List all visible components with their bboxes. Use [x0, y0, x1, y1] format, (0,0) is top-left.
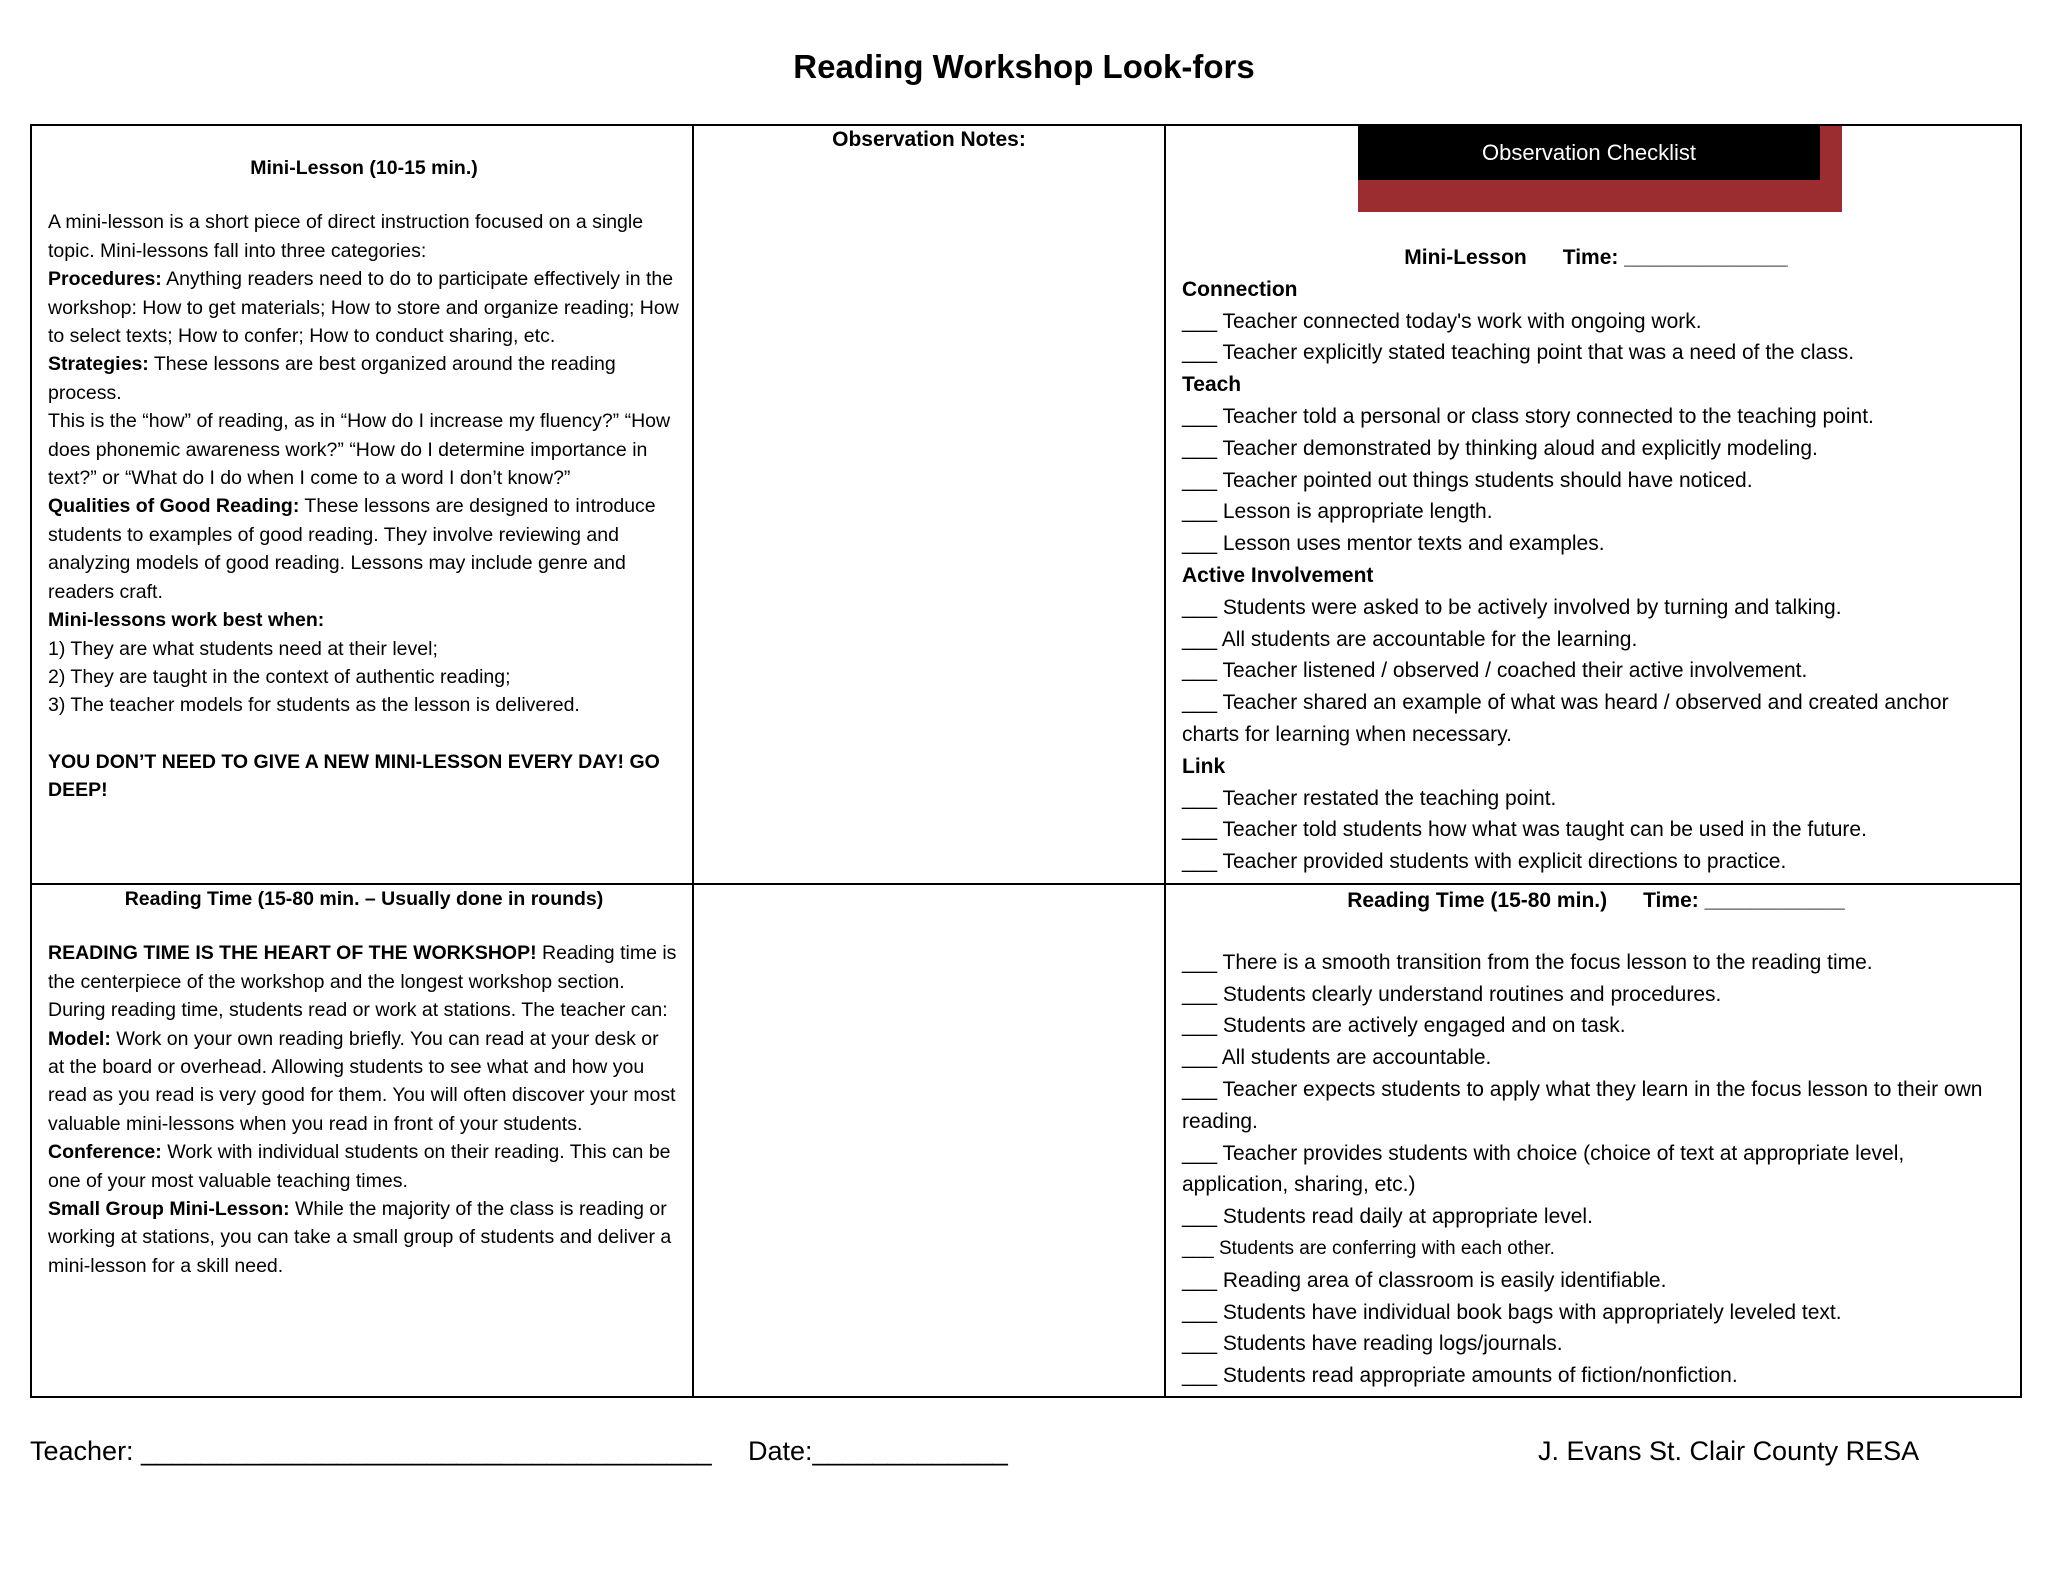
work-best-item: 3) The teacher models for students as the lesson is delivered.	[48, 694, 580, 717]
mini-lesson-time-line	[1182, 242, 2010, 274]
strategies-paragraph	[48, 350, 680, 407]
strategies-text: These lessons are best organized around the reading process.	[48, 353, 616, 404]
conference-label: Conference:	[48, 1141, 162, 1164]
conference-paragraph	[48, 1138, 680, 1195]
section-link: Link	[1182, 754, 1226, 778]
reading-time-notes-cell	[694, 885, 1164, 1396]
model-paragraph	[48, 1025, 680, 1139]
strategies-label: Strategies:	[48, 353, 149, 376]
checklist-item: ___ Teacher listened / observed / coached their active involvement.	[1182, 659, 1808, 683]
strategies-paragraph-2: This is the “how” of reading, as in “How do I increase my fluency?” “How does phonemic awareness work?” “How do I determine importance in text?” or “What do I do when I come to a word I don’t know?”	[48, 410, 671, 490]
procedures-label: Procedures:	[48, 268, 162, 291]
checklist-item: ___ Students clearly understand routines and procedures.	[1182, 982, 1722, 1006]
work-best-label	[48, 606, 680, 634]
section-active-involvement: Active Involvement	[1182, 563, 1374, 587]
checklist-item: ___ Lesson is appropriate length.	[1182, 500, 1493, 524]
model-label: Model:	[48, 1027, 111, 1050]
reading-time-label: Reading Time (15-80 min.)	[1347, 889, 1608, 912]
mini-lesson-info-cell	[32, 126, 692, 883]
observation-notes-title: Observation Notes:	[832, 128, 1026, 151]
checklist-item: ___ Students have individual book bags with appropriately leveled text.	[1182, 1300, 1842, 1324]
checklist-item: ___ Teacher expects students to apply what they learn in the focus lesson to their own reading.	[1182, 1077, 1983, 1133]
checklist-item: ___ Teacher provides students with choice (choice of text at appropriate level, application, sharing, etc.)	[1182, 1141, 1905, 1197]
checklist-item: ___ Teacher provided students with explicit directions to practice.	[1182, 850, 1787, 874]
reading-time-checklist-cell	[1166, 885, 2022, 1396]
small-group-label: Small Group Mini-Lesson:	[48, 1198, 290, 1221]
credit-text: J. Evans St. Clair County RESA	[1538, 1436, 1920, 1466]
observation-checklist-cell	[1166, 126, 2022, 883]
checklist-item: ___ Students are actively engaged and on task.	[1182, 1014, 1626, 1038]
checklist-item: ___ Teacher connected today's work with ongoing work.	[1182, 309, 1702, 333]
date-field: Date:_____________	[748, 1436, 1008, 1466]
observation-notes-cell	[694, 126, 1164, 883]
checklist-item: ___ Teacher shared an example of what was heard / observed and created anchor charts for learning when necessary.	[1182, 691, 1949, 746]
procedures-paragraph	[48, 265, 680, 350]
small-group-paragraph	[48, 1195, 680, 1280]
section-teach: Teach	[1182, 373, 1242, 397]
checklist-item: ___ Teacher explicitly stated teaching point that was a need of the class.	[1182, 341, 1855, 365]
checklist-item: ___ Students have reading logs/journals.	[1182, 1332, 1563, 1356]
qualities-paragraph	[48, 492, 680, 606]
conference-text: Work with individual students on their reading. This can be one of your most valuable teaching times.	[48, 1141, 671, 1192]
heart-text: Reading time is the centerpiece of the workshop and the longest workshop section. During reading time, students read or work at stations. The teacher can:	[48, 942, 677, 1022]
qualities-text: These lessons are designed to introduce students to examples of good reading. They involve reviewing and analyzing models of good reading. Lessons may include genre and readers craft.	[48, 495, 656, 603]
checklist-item: ___ There is a smooth transition from the focus lesson to the reading time.	[1182, 950, 1873, 974]
checklist-banner-title: Observation Checklist	[1358, 126, 1820, 180]
reading-time-time-field: Time: ____________	[1643, 889, 1845, 912]
checklist-item: ___ Teacher told students how what was taught can be used in the future.	[1182, 818, 1867, 842]
heart-paragraph	[48, 939, 680, 1024]
model-text: Work on your own reading briefly. You can read at your desk or at the board or overhead. Allowing students to see what and how you read as you read is very good for them. You will often discover your most valuable mini-lessons when you read in front of your students.	[48, 1027, 676, 1135]
small-group-text: While the majority of the class is reading or working at stations, you can take a small group of students and deliver a mini-lesson for a skill need.	[48, 1198, 672, 1277]
checklist-item: ___ Teacher told a personal or class story connected to the teaching point.	[1182, 404, 1874, 428]
qualities-label: Qualities of Good Reading:	[48, 495, 300, 518]
checklist-item: ___ Reading area of classroom is easily identifiable.	[1182, 1268, 1667, 1292]
checklist-item: ___ Teacher pointed out things students should have noticed.	[1182, 468, 1753, 492]
work-best-item: 2) They are taught in the context of authentic reading;	[48, 665, 511, 688]
checklist-item: ___ Lesson uses mentor texts and examples.	[1182, 532, 1605, 556]
checklist-item: ___ Teacher demonstrated by thinking aloud and explicitly modeling.	[1182, 436, 1818, 460]
checklist-item: ___ All students are accountable.	[1182, 1046, 1492, 1070]
checklist-item: ___ Students are conferring with each other.	[1182, 1237, 1555, 1259]
page-title: Reading Workshop Look-fors	[793, 48, 1255, 85]
mini-lesson-intro: A mini-lesson is a short piece of direct instruction focused on a single topic. Mini-lessons fall into three categories:	[48, 211, 644, 262]
checklist-item: ___ Students read appropriate amounts of fiction/nonfiction.	[1182, 1364, 1738, 1388]
work-best-label-text: Mini-lessons work best when:	[48, 609, 325, 632]
reading-time-time-line	[1182, 885, 2010, 917]
checklist-item: ___ All students are accountable for the learning.	[1182, 627, 1638, 651]
checklist-item: ___ Teacher restated the teaching point.	[1182, 786, 1557, 810]
reading-time-info-cell	[32, 885, 692, 1396]
mini-lesson-heading: Mini-Lesson (10-15 min.)	[250, 157, 478, 179]
checklist-banner	[1358, 126, 1842, 212]
mini-lesson-emphasis: YOU DON’T NEED TO GIVE A NEW MINI-LESSON EVERY DAY! GO DEEP!	[48, 750, 660, 802]
look-fors-table	[30, 124, 2022, 1398]
checklist-item: ___ Students read daily at appropriate level.	[1182, 1205, 1593, 1229]
teacher-field: Teacher: ______________________________________	[30, 1436, 712, 1466]
section-connection: Connection	[1182, 277, 1298, 301]
work-best-item: 1) They are what students need at their level;	[48, 637, 438, 660]
reading-time-heading: Reading Time (15-80 min. – Usually done in rounds)	[124, 888, 604, 910]
checklist-item: ___ Students were asked to be actively involved by turning and talking.	[1182, 595, 1842, 619]
procedures-text: Anything readers need to do to participate effectively in the workshop: How to get materials; How to store and organize reading; How to select texts; How to confer; How to conduct sharing, etc.	[48, 268, 679, 348]
heart-label: READING TIME IS THE HEART OF THE WORKSHOP!	[48, 942, 537, 965]
mini-lesson-label: Mini-Lesson	[1404, 246, 1527, 269]
mini-lesson-time-field: Time: ______________	[1562, 246, 1788, 269]
